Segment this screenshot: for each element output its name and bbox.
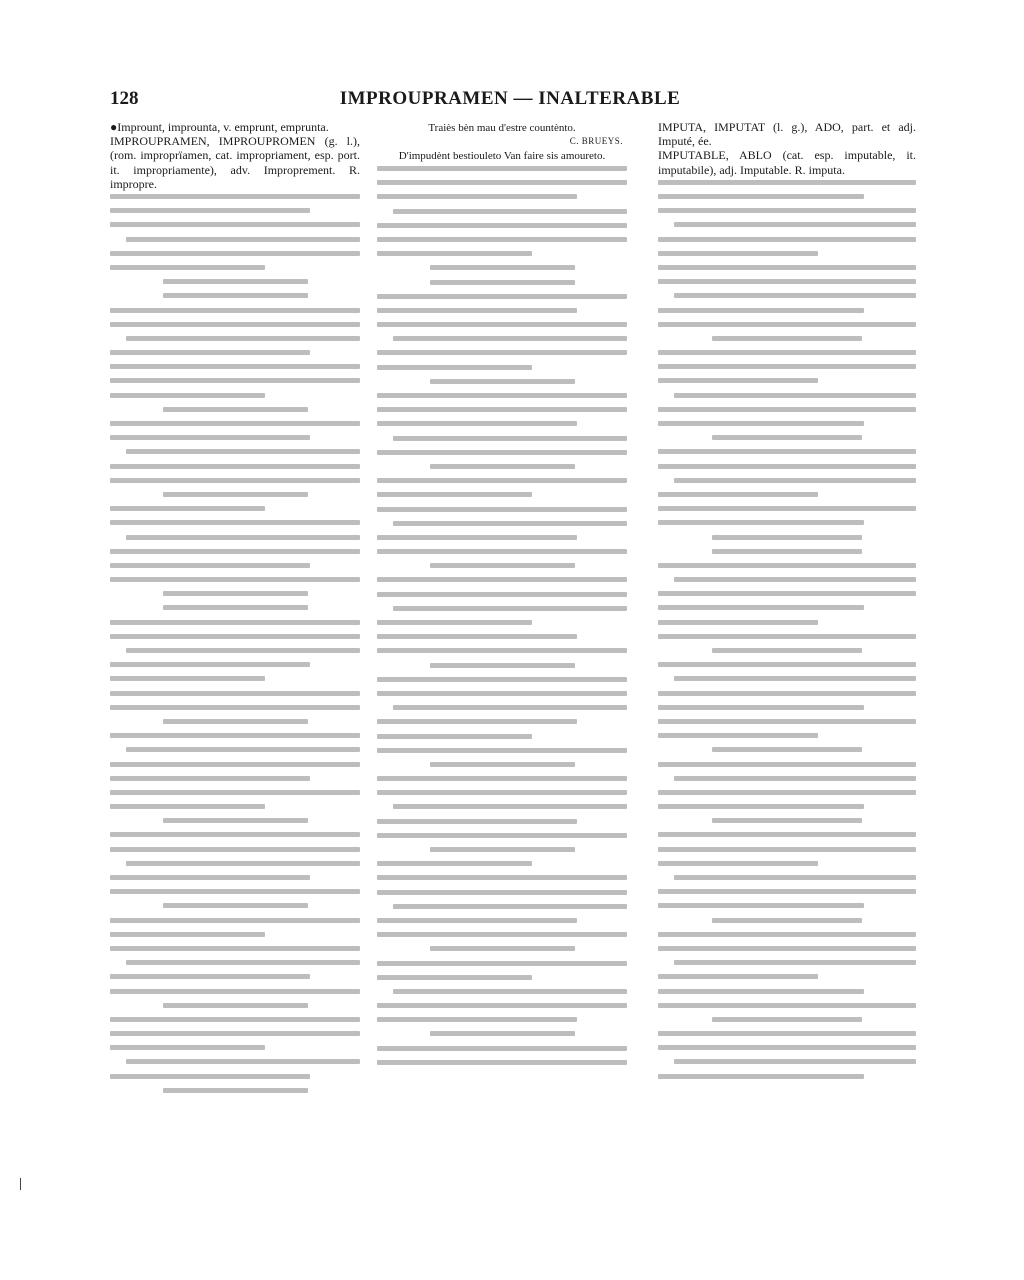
dictionary-entry: ●Imprount, improunta, v. emprunt, emprunta.: [110, 120, 329, 134]
column-right: [658, 120, 916, 1190]
verse-quote: D'impudènt bestiouleto Van faire sis amoureto.: [398, 150, 606, 162]
dictionary-entry: IMPROUPRAMEN, IMPROUPROMEN (g. l.), (rom. improprïamen, cat. impropriament, esp. port. it. impropriamente), adv. Improprement. R. impropre.: [110, 134, 360, 191]
page-header: [110, 88, 910, 118]
column-middle: [377, 120, 627, 1190]
verse-quote: Traiès bèn mau d'estre countènto.: [428, 122, 576, 134]
placeholder-lines: [658, 180, 916, 1079]
running-head: IMPROUPRAMEN — INALTERABLE: [339, 88, 681, 109]
page-number: 128: [110, 88, 139, 109]
placeholder-lines: [377, 166, 627, 1065]
placeholder-lines: [110, 194, 360, 1093]
quote-attribution: C. BRUEYS.: [569, 136, 623, 146]
margin-mark: [20, 1178, 21, 1190]
dictionary-entry: IMPUTA, IMPUTAT (l. g.), ADO, part. et adj. Imputé, ée.: [658, 120, 916, 149]
dictionary-entry: IMPUTABLE, ABLO (cat. esp. imputable, it. imputabile), adj. Imputable. R. imputa.: [658, 148, 916, 177]
column-left: [110, 120, 360, 1190]
